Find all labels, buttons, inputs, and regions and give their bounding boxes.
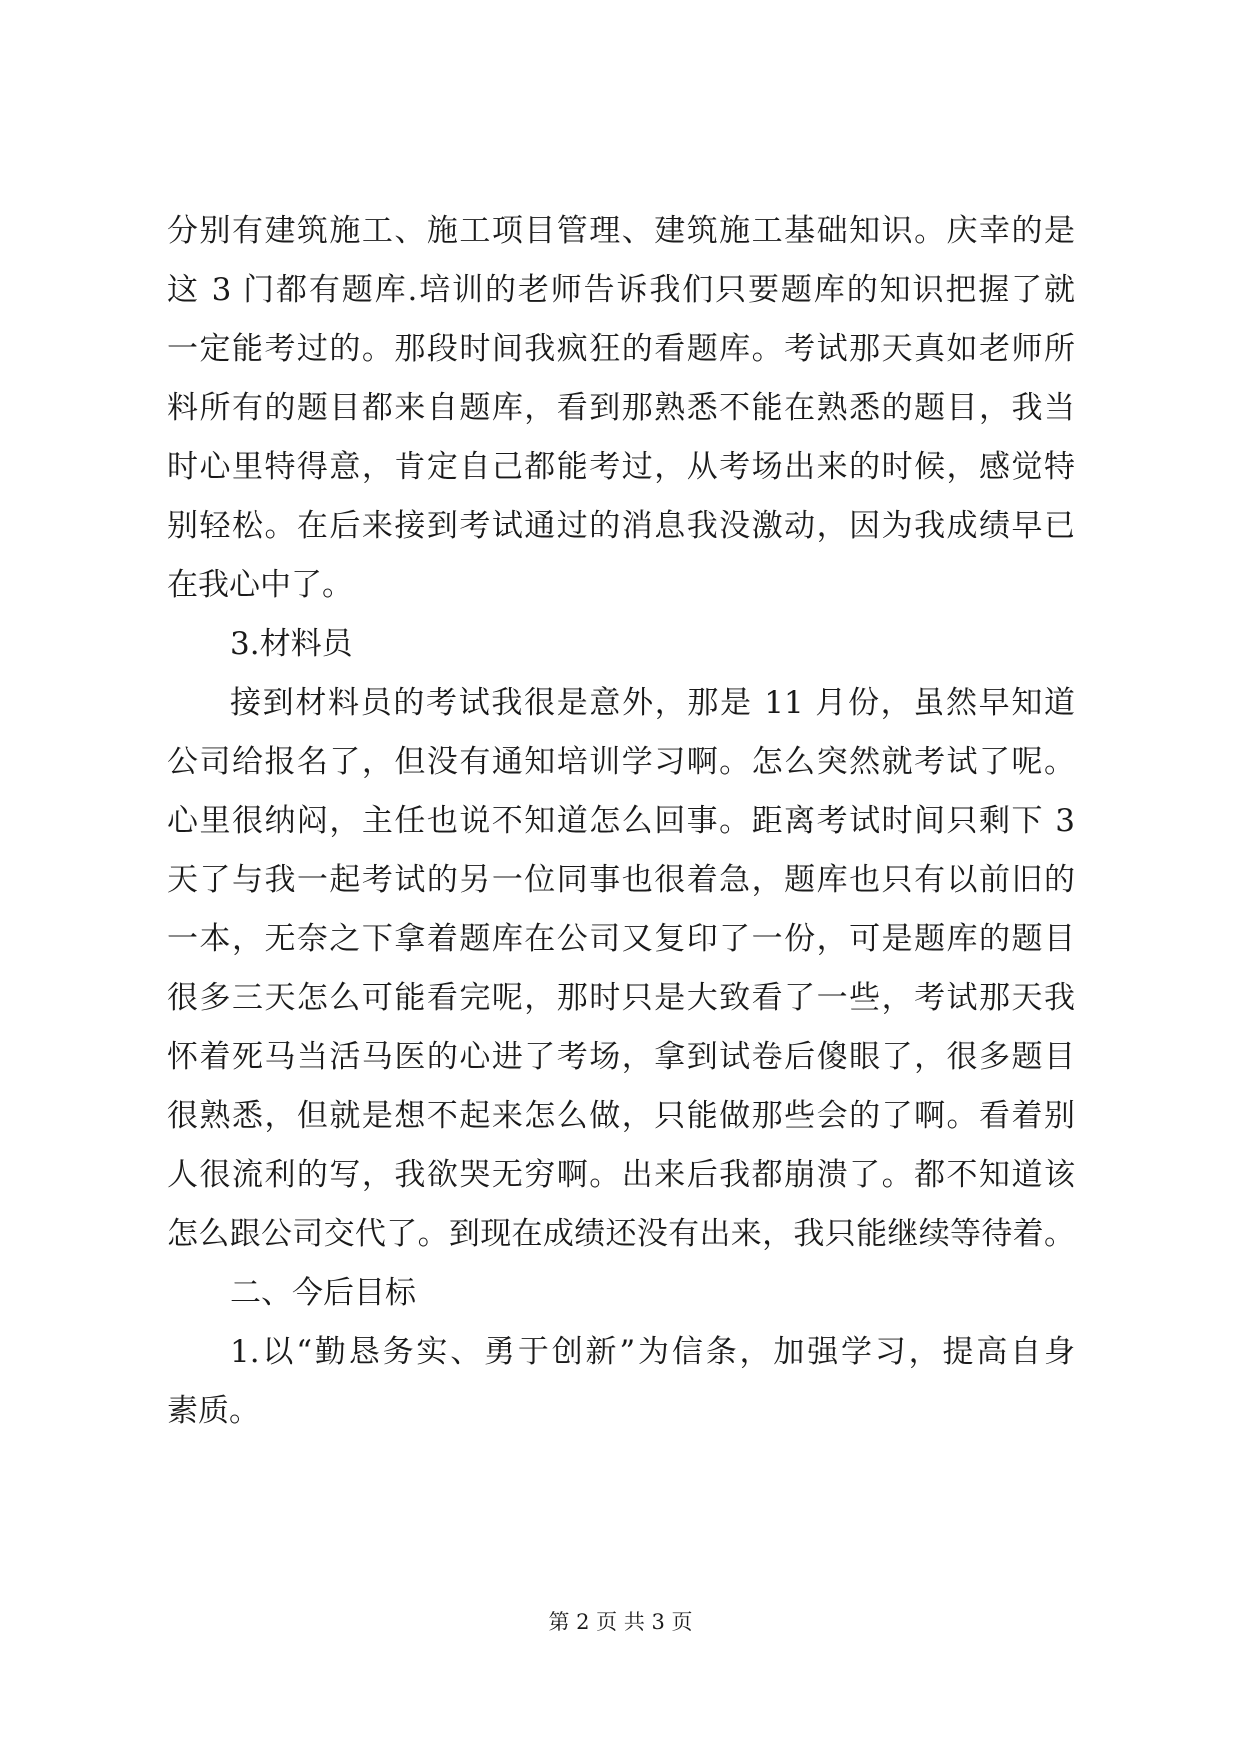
- paragraph-line: 一本，无奈之下拿着题库在公司又复印了一份，可是题库的题目: [167, 921, 1075, 957]
- paragraph-line: 这 3 门都有题库.培训的老师告诉我们只要题库的知识把握了就: [167, 272, 1075, 308]
- page-footer: 第 2 页 共 3 页: [548, 1610, 693, 1634]
- paragraph-line: 1.以“勤恳务实、勇于创新”为信条，加强学习，提高自身: [230, 1334, 1075, 1370]
- paragraph-line: 时心里特得意，肯定自己都能考过，从考场出来的时候，感觉特: [167, 449, 1075, 485]
- paragraph-line: 分别有建筑施工、施工项目管理、建筑施工基础知识。庆幸的是: [167, 213, 1075, 249]
- paragraph-line: 料所有的题目都来自题库，看到那熟悉不能在熟悉的题目，我当: [167, 390, 1075, 426]
- paragraph-line: 很多三天怎么可能看完呢，那时只是大致看了一些，考试那天我: [167, 980, 1075, 1016]
- section-heading: 3.材料员: [230, 626, 353, 662]
- paragraph-line: 怎么跟公司交代了。到现在成绩还没有出来，我只能继续等待着。: [167, 1216, 1075, 1252]
- paragraph-line: 在我心中了。: [167, 567, 353, 603]
- paragraph-line: 公司给报名了，但没有通知培训学习啊。怎么突然就考试了呢。: [167, 744, 1075, 780]
- paragraph-line: 人很流利的写，我欲哭无穷啊。出来后我都崩溃了。都不知道该: [167, 1157, 1075, 1193]
- paragraph-line: 接到材料员的考试我很是意外，那是 11 月份，虽然早知道: [230, 685, 1075, 721]
- paragraph-line: 素质。: [167, 1393, 260, 1429]
- paragraph-line: 怀着死马当活马医的心进了考场，拿到试卷后傻眼了，很多题目: [167, 1039, 1075, 1075]
- paragraph-line: 很熟悉，但就是想不起来怎么做，只能做那些会的了啊。看着别: [167, 1098, 1075, 1134]
- paragraph-line: 心里很纳闷，主任也说不知道怎么回事。距离考试时间只剩下 3: [167, 803, 1075, 839]
- section-heading: 二、今后目标: [230, 1275, 416, 1311]
- paragraph-line: 天了与我一起考试的另一位同事也很着急，题库也只有以前旧的: [167, 862, 1075, 898]
- paragraph-line: 一定能考过的。那段时间我疯狂的看题库。考试那天真如老师所: [167, 331, 1075, 367]
- paragraph-line: 别轻松。在后来接到考试通过的消息我没激动，因为我成绩早已: [167, 508, 1075, 544]
